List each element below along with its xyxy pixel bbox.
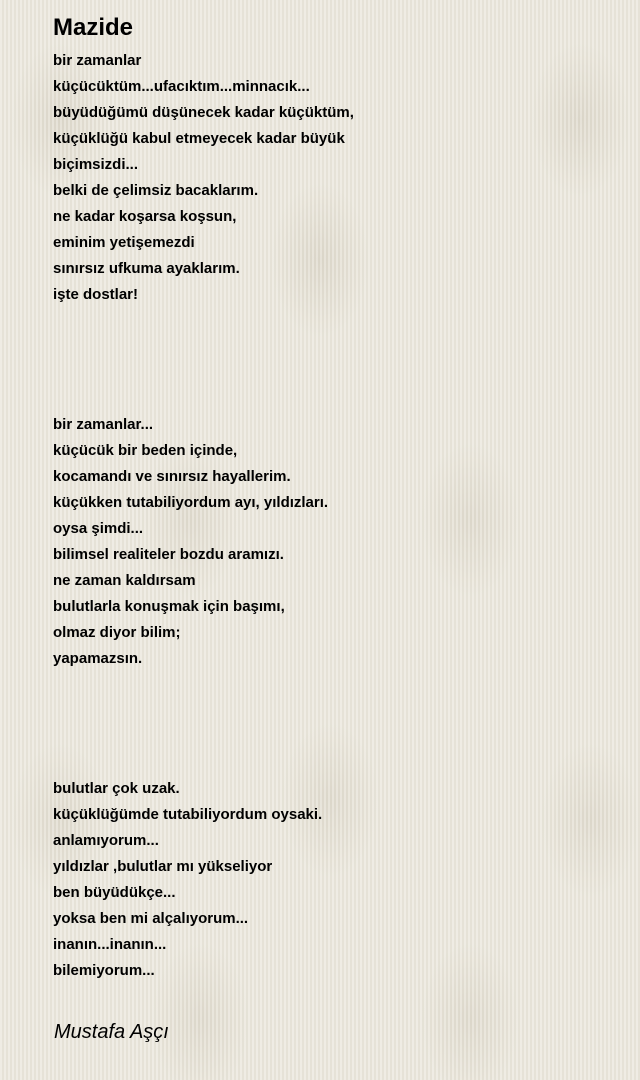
poem-line: bilemiyorum... [53, 962, 155, 979]
poem-line: bilimsel realiteler bozdu aramızı. [53, 546, 284, 563]
stanza-1 [53, 48, 613, 308]
poem-line: küçüklüğü kabul etmeyecek kadar büyük [53, 130, 345, 147]
poem-container [53, 8, 613, 984]
poem-line: ne kadar koşarsa koşsun, [53, 208, 237, 225]
poem-line: bir zamanlar [53, 52, 142, 69]
stanza-2 [53, 412, 613, 672]
poem-title: Mazide [53, 14, 134, 41]
poem-line: küçüklüğümde tutabiliyordum oysaki. [53, 806, 323, 823]
poem-line: oysa şimdi... [53, 520, 144, 537]
poem-line: ne zaman kaldırsam [53, 572, 196, 589]
poem-line: büyüdüğümü düşünecek kadar küçüktüm, [53, 104, 354, 121]
poem-line: yıldızlar ,bulutlar mı yükseliyor [53, 858, 273, 875]
poem-line: ben büyüdükçe... [53, 884, 176, 901]
poem-author: Mustafa Aşçı [54, 1021, 169, 1043]
poem-line: yoksa ben mi alçalıyorum... [53, 910, 249, 927]
poem-line: bulutlar çok uzak. [53, 780, 180, 797]
poem-line: işte dostlar! [53, 286, 139, 303]
poem-line: eminim yetişemezdi [53, 234, 195, 251]
poem-line: inanın...inanın... [53, 936, 167, 953]
poem-line: belki de çelimsiz bacaklarım. [53, 182, 259, 199]
poem-line: küçücüktüm...ufacıktım...minnacık... [53, 78, 310, 95]
poem-line: bir zamanlar... [53, 416, 154, 433]
poem-line: küçükken tutabiliyordum ayı, yıldızları. [53, 494, 329, 511]
poem-line: küçücük bir beden içinde, [53, 442, 238, 459]
poem-line: biçimsizdi... [53, 156, 139, 173]
poem-line: bulutlarla konuşmak için başımı, [53, 598, 285, 615]
poem-line: kocamandı ve sınırsız hayallerim. [53, 468, 291, 485]
poem-line: olmaz diyor bilim; [53, 624, 181, 641]
poem-line: anlamıyorum... [53, 832, 159, 849]
poem-line: yapamazsın. [53, 650, 143, 667]
stanza-3 [53, 776, 613, 984]
poem-line: sınırsız ufkuma ayaklarım. [53, 260, 240, 277]
